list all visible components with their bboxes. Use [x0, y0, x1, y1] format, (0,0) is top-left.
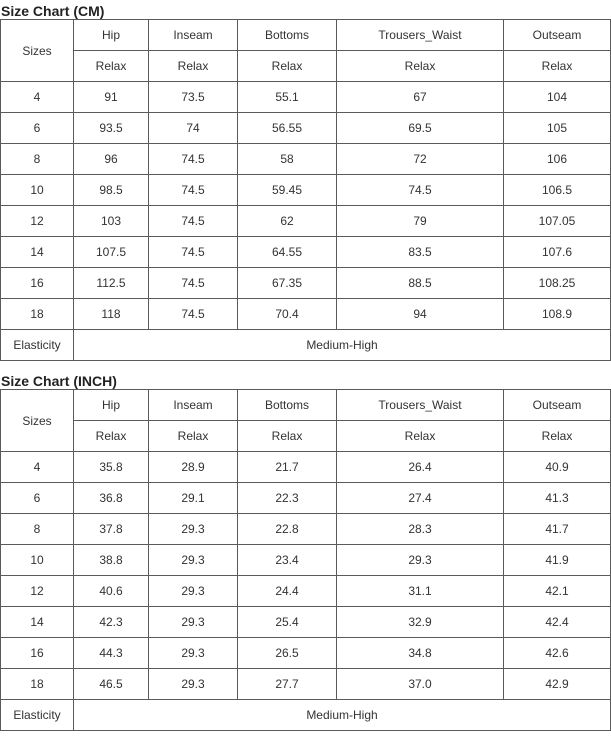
measurement-cell: 29.3 — [149, 607, 238, 638]
fit-label: Relax — [337, 51, 504, 82]
elasticity-value: Medium-High — [74, 330, 611, 361]
table-row — [1, 175, 611, 206]
measurement-cell: 79 — [337, 206, 504, 237]
elasticity-row — [1, 330, 611, 361]
size-cell: 18 — [1, 299, 74, 330]
measurement-cell: 72 — [337, 144, 504, 175]
measurement-cell: 107.5 — [74, 237, 149, 268]
measurement-cell: 106.5 — [504, 175, 611, 206]
measurement-cell: 96 — [74, 144, 149, 175]
measurement-cell: 108.9 — [504, 299, 611, 330]
fit-label: Relax — [149, 421, 238, 452]
measurement-cell: 112.5 — [74, 268, 149, 299]
size-chart-cm-title: Size Chart (CM) — [1, 3, 105, 19]
size-cell: 12 — [1, 206, 74, 237]
measurement-cell: 40.6 — [74, 576, 149, 607]
measurement-cell: 91 — [74, 82, 149, 113]
size-cell: 14 — [1, 237, 74, 268]
measurement-cell: 35.8 — [74, 452, 149, 483]
elasticity-label: Elasticity — [1, 330, 74, 361]
measurement-cell: 24.4 — [238, 576, 337, 607]
measurement-cell: 44.3 — [74, 638, 149, 669]
fit-label: Relax — [149, 51, 238, 82]
measurement-cell: 104 — [504, 82, 611, 113]
elasticity-label: Elasticity — [1, 700, 74, 731]
measurement-cell: 34.8 — [337, 638, 504, 669]
measurement-cell: 29.3 — [149, 638, 238, 669]
table-row — [1, 113, 611, 144]
measurement-cell: 74 — [149, 113, 238, 144]
size-cell: 4 — [1, 452, 74, 483]
measurement-cell: 74.5 — [149, 144, 238, 175]
measurement-cell: 88.5 — [337, 268, 504, 299]
measurement-cell: 108.25 — [504, 268, 611, 299]
table-row — [1, 206, 611, 237]
fit-label: Relax — [504, 421, 611, 452]
table-row — [1, 299, 611, 330]
measurement-cell: 67.35 — [238, 268, 337, 299]
measurement-cell: 56.55 — [238, 113, 337, 144]
size-cell: 16 — [1, 268, 74, 299]
measurement-cell: 74.5 — [149, 268, 238, 299]
measurement-cell: 27.7 — [238, 669, 337, 700]
measurement-cell: 36.8 — [74, 483, 149, 514]
measurement-cell: 42.6 — [504, 638, 611, 669]
measurement-cell: 94 — [337, 299, 504, 330]
measurement-cell: 38.8 — [74, 545, 149, 576]
measurement-cell: 74.5 — [149, 175, 238, 206]
measurement-cell: 74.5 — [149, 206, 238, 237]
table-row — [1, 483, 611, 514]
measurement-cell: 21.7 — [238, 452, 337, 483]
measurement-cell: 73.5 — [149, 82, 238, 113]
table-row — [1, 576, 611, 607]
measurement-cell: 28.3 — [337, 514, 504, 545]
fit-label: Relax — [74, 51, 149, 82]
measurement-cell: 32.9 — [337, 607, 504, 638]
measurement-cell: 31.1 — [337, 576, 504, 607]
column-header-bottoms: Bottoms — [238, 390, 337, 421]
measurement-cell: 70.4 — [238, 299, 337, 330]
measurement-cell: 29.3 — [149, 669, 238, 700]
measurement-cell: 107.05 — [504, 206, 611, 237]
measurement-cell: 67 — [337, 82, 504, 113]
column-header-hip: Hip — [74, 390, 149, 421]
measurement-cell: 42.3 — [74, 607, 149, 638]
size-cell: 16 — [1, 638, 74, 669]
measurement-cell: 62 — [238, 206, 337, 237]
size-chart-inch-title: Size Chart (INCH) — [1, 373, 117, 389]
fit-label: Relax — [504, 51, 611, 82]
measurement-cell: 42.4 — [504, 607, 611, 638]
size-chart-inch-table — [0, 389, 611, 731]
measurement-cell: 29.3 — [337, 545, 504, 576]
size-cell: 10 — [1, 175, 74, 206]
fit-label: Relax — [74, 421, 149, 452]
measurement-cell: 41.9 — [504, 545, 611, 576]
fit-row — [1, 51, 611, 82]
measurement-cell: 103 — [74, 206, 149, 237]
measurement-cell: 55.1 — [238, 82, 337, 113]
table-row — [1, 268, 611, 299]
measurement-cell: 26.5 — [238, 638, 337, 669]
sizes-header: Sizes — [1, 20, 74, 82]
measurement-cell: 98.5 — [74, 175, 149, 206]
table-row — [1, 638, 611, 669]
table-row — [1, 237, 611, 268]
table-row — [1, 607, 611, 638]
header-row — [1, 390, 611, 421]
measurement-cell: 74.5 — [149, 299, 238, 330]
table-row — [1, 82, 611, 113]
fit-label: Relax — [238, 51, 337, 82]
column-header-bottoms: Bottoms — [238, 20, 337, 51]
measurement-cell: 28.9 — [149, 452, 238, 483]
measurement-cell: 37.0 — [337, 669, 504, 700]
size-chart-cm-table — [0, 19, 611, 361]
measurement-cell: 25.4 — [238, 607, 337, 638]
measurement-cell: 46.5 — [74, 669, 149, 700]
column-header-trousers-waist: Trousers_Waist — [337, 20, 504, 51]
table-row — [1, 144, 611, 175]
measurement-cell: 42.1 — [504, 576, 611, 607]
column-header-hip: Hip — [74, 20, 149, 51]
size-cell: 6 — [1, 483, 74, 514]
column-header-inseam: Inseam — [149, 390, 238, 421]
size-cell: 10 — [1, 545, 74, 576]
measurement-cell: 41.7 — [504, 514, 611, 545]
measurement-cell: 29.3 — [149, 514, 238, 545]
column-header-outseam: Outseam — [504, 390, 611, 421]
measurement-cell: 105 — [504, 113, 611, 144]
measurement-cell: 22.3 — [238, 483, 337, 514]
elasticity-row — [1, 700, 611, 731]
size-cell: 8 — [1, 514, 74, 545]
measurement-cell: 42.9 — [504, 669, 611, 700]
table-row — [1, 545, 611, 576]
measurement-cell: 37.8 — [74, 514, 149, 545]
size-cell: 4 — [1, 82, 74, 113]
measurement-cell: 74.5 — [337, 175, 504, 206]
table-row — [1, 669, 611, 700]
measurement-cell: 107.6 — [504, 237, 611, 268]
measurement-cell: 64.55 — [238, 237, 337, 268]
measurement-cell: 22.8 — [238, 514, 337, 545]
measurement-cell: 29.1 — [149, 483, 238, 514]
header-row — [1, 20, 611, 51]
measurement-cell: 74.5 — [149, 237, 238, 268]
column-header-trousers-waist: Trousers_Waist — [337, 390, 504, 421]
measurement-cell: 29.3 — [149, 545, 238, 576]
fit-row — [1, 421, 611, 452]
measurement-cell: 23.4 — [238, 545, 337, 576]
sizes-header: Sizes — [1, 390, 74, 452]
measurement-cell: 58 — [238, 144, 337, 175]
measurement-cell: 93.5 — [74, 113, 149, 144]
size-cell: 8 — [1, 144, 74, 175]
size-cell: 18 — [1, 669, 74, 700]
column-header-outseam: Outseam — [504, 20, 611, 51]
fit-label: Relax — [337, 421, 504, 452]
column-header-inseam: Inseam — [149, 20, 238, 51]
table-row — [1, 514, 611, 545]
size-cell: 14 — [1, 607, 74, 638]
fit-label: Relax — [238, 421, 337, 452]
size-cell: 12 — [1, 576, 74, 607]
measurement-cell: 59.45 — [238, 175, 337, 206]
measurement-cell: 69.5 — [337, 113, 504, 144]
measurement-cell: 29.3 — [149, 576, 238, 607]
elasticity-value: Medium-High — [74, 700, 611, 731]
measurement-cell: 106 — [504, 144, 611, 175]
measurement-cell: 118 — [74, 299, 149, 330]
measurement-cell: 41.3 — [504, 483, 611, 514]
table-row — [1, 452, 611, 483]
measurement-cell: 26.4 — [337, 452, 504, 483]
measurement-cell: 83.5 — [337, 237, 504, 268]
measurement-cell: 40.9 — [504, 452, 611, 483]
measurement-cell: 27.4 — [337, 483, 504, 514]
size-cell: 6 — [1, 113, 74, 144]
